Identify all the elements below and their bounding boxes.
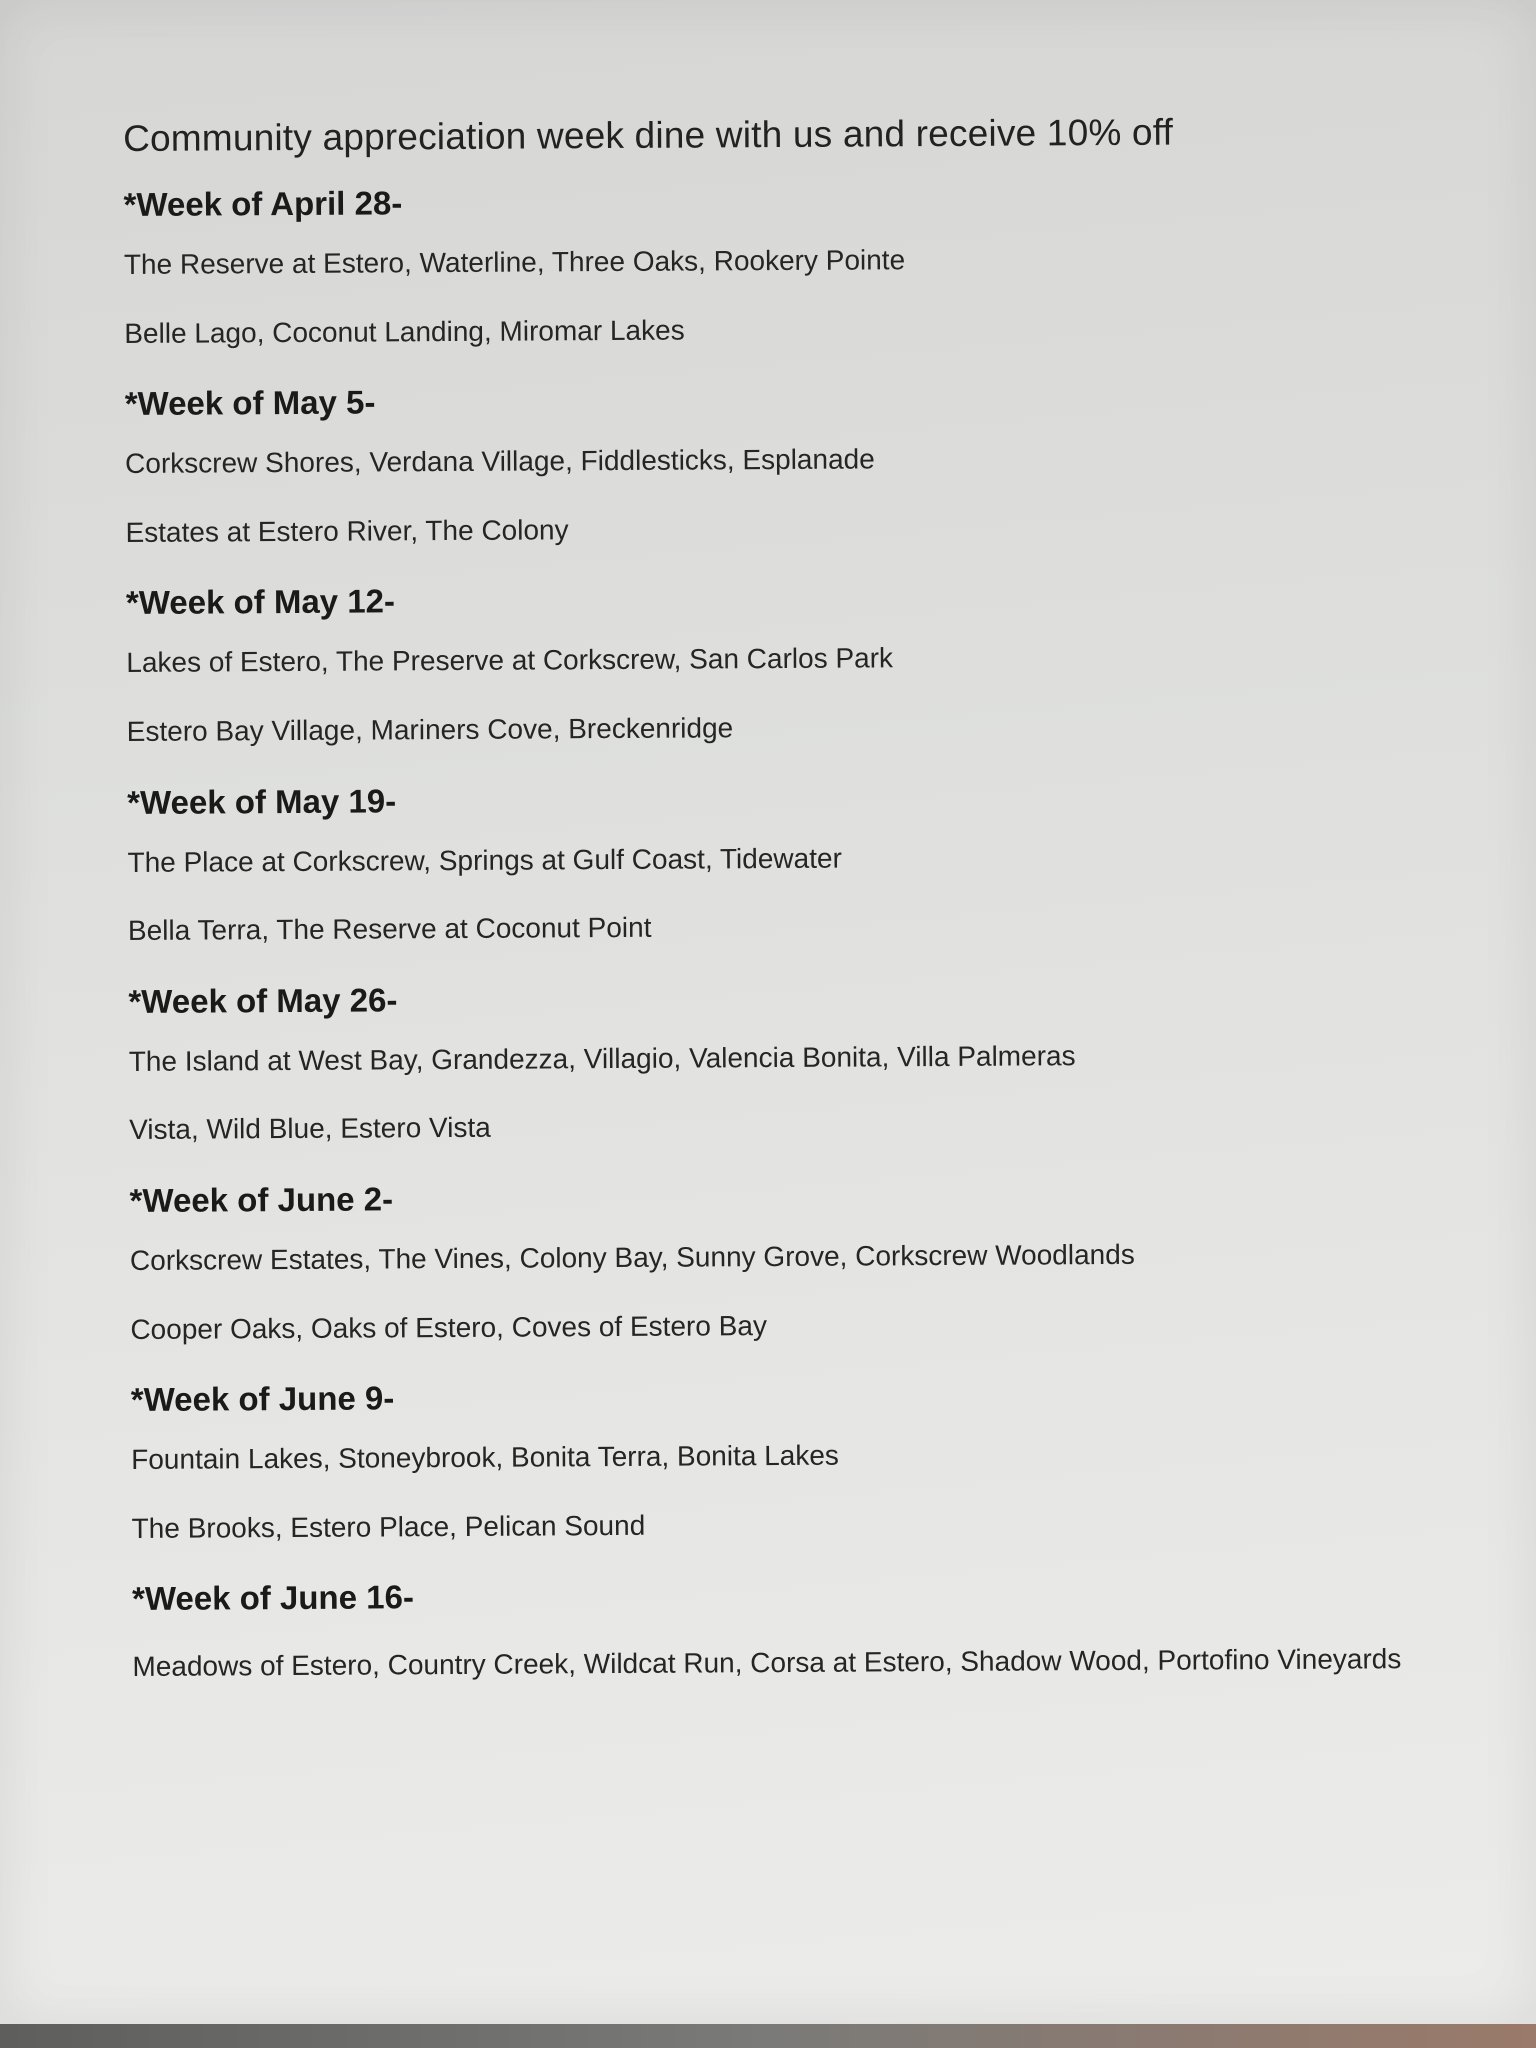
week-section [126, 576, 1427, 748]
week-heading: *Week of April 28- [123, 184, 403, 223]
document-title: Community appreciation week dine with us and receive 10% off [123, 111, 1174, 159]
week-heading: *Week of June 16- [131, 1578, 414, 1618]
community-list-line: Meadows of Estero, Country Creek, Wildcat Run, Corsa at Estero, Shadow Wood, Portofino Vineyards [132, 1643, 1402, 1683]
document-content [123, 110, 1433, 1726]
community-list-line: Fountain Lakes, Stoneybrook, Bonita Terra, Bonita Lakes [131, 1439, 839, 1476]
week-section [125, 377, 1426, 549]
week-section [131, 1373, 1432, 1545]
week-section [127, 776, 1428, 948]
community-list-line: Bella Terra, The Reserve at Coconut Point [127, 911, 652, 947]
community-list-line: Belle Lago, Coconut Landing, Miromar Lakes [124, 314, 685, 349]
week-section [132, 1572, 1433, 1691]
week-heading: *Week of June 9- [130, 1379, 395, 1419]
community-list-line: Lakes of Estero, The Preserve at Corkscrew, San Carlos Park [126, 642, 894, 679]
community-list-line: Corkscrew Estates, The Vines, Colony Bay, Sunny Grove, Corkscrew Woodlands [129, 1238, 1135, 1276]
week-section [129, 1174, 1430, 1346]
community-list-line: The Place at Corkscrew, Springs at Gulf Coast, Tidewater [127, 842, 842, 878]
community-list-line: The Reserve at Estero, Waterline, Three Oaks, Rookery Pointe [123, 244, 906, 280]
community-list-line: Estero Bay Village, Mariners Cove, Breckenridge [126, 712, 734, 747]
community-list-line: Vista, Wild Blue, Estero Vista [129, 1112, 491, 1146]
week-heading: *Week of May 5- [124, 383, 376, 423]
week-section [123, 178, 1424, 350]
community-list-line: The Island at West Bay, Grandezza, Villagio, Valencia Bonita, Villa Palmeras [128, 1039, 1076, 1077]
week-heading: *Week of May 26- [128, 981, 398, 1020]
week-heading: *Week of May 12- [125, 582, 396, 622]
community-list-line: Estates at Estero River, The Colony [125, 514, 569, 548]
week-section [128, 975, 1429, 1147]
community-list-line: Cooper Oaks, Oaks of Estero, Coves of Estero Bay [130, 1309, 767, 1345]
community-list-line: Corkscrew Shores, Verdana Village, Fiddlesticks, Esplanade [125, 443, 875, 480]
week-heading: *Week of May 19- [127, 781, 397, 821]
table-edge [0, 2024, 1536, 2048]
week-heading: *Week of June 2- [129, 1180, 394, 1219]
community-list-line: The Brooks, Estero Place, Pelican Sound [131, 1509, 646, 1544]
